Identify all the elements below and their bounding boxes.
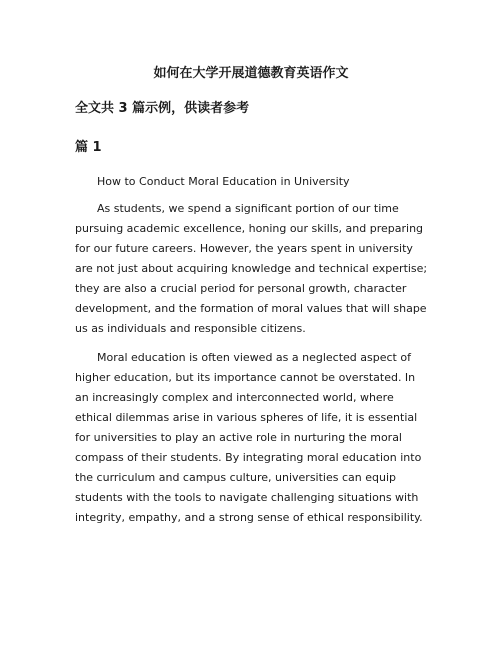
article-body (75, 172, 431, 537)
paragraph-2: Moral education is often viewed as a neglected aspect of higher education, but its importance cannot be overstated. In an increasingly complex and interconnected world, where ethical dilemmas arise in various spheres of life, it is essential for universities to play an active role in nurturing the moral compass of their students. By integrating moral education into the curriculum and campus culture, universities can equip students with the tools to navigate challenging situations with integrity, empathy, and a strong sense of ethical responsibility. (75, 351, 423, 524)
paragraph-1: As students, we spend a significant portion of our time pursuing academic excellence, honing our skills, and preparing for our future careers. However, the years spent in university are not just about acquiring knowledge and technical expertise; they are also a crucial period for personal growth, character development, and the formation of moral values that will shape us as individuals and responsible citizens. (75, 202, 428, 335)
document-title: 如何在大学开展道德教育英语作文 (153, 66, 349, 81)
article-title: How to Conduct Moral Education in University (97, 175, 350, 188)
section-heading: 篇 1 (75, 140, 102, 155)
document-subtitle: 全文共 3 篇示例，供读者参考 (75, 101, 250, 116)
